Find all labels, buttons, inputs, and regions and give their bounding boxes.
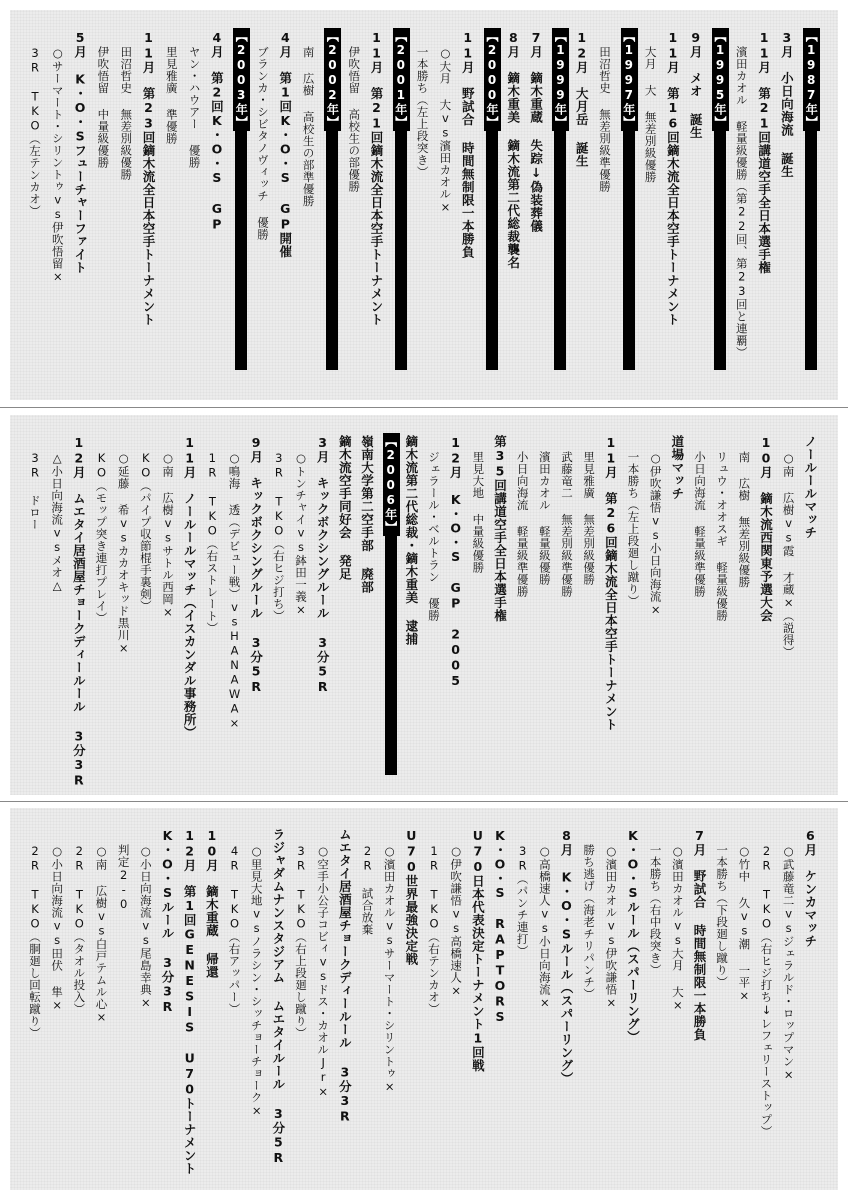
event-detail: ○伊吹謙悟vs高橋速人× (449, 844, 464, 998)
event-detail: 一本勝ち（右中段突き） (648, 844, 663, 976)
event-detail: 里見雅廣 無差別級優勝 (582, 451, 597, 586)
event-detail: ジェラール・ベルトラン 優勝 (427, 451, 441, 622)
event-detail: 2R 試合放棄 (360, 844, 375, 936)
event-heading: 嶺南大学第二空手部 廃部 (359, 435, 375, 594)
year-bar (805, 130, 817, 370)
event-detail: ○武藤竜二vsジェラルド・ロップマン× (781, 844, 796, 1082)
timeline-panel-2007 (10, 808, 838, 1190)
event-detail: 南 広樹 高校生の部準優勝 (301, 46, 316, 207)
event-heading: 鏑木流第二代総裁・鏑木重美 逮捕 (403, 435, 419, 646)
event-detail: 4R TKO（右アッパー） (227, 844, 242, 1015)
timeline-panel-1987-2003 (10, 10, 838, 400)
event-detail: KO（モップ突き連打プレイ） (94, 451, 109, 624)
event-heading: 5月 K・O・Sフューチャーファイト (72, 30, 88, 274)
event-heading: 9月 メオ 誕生 (688, 30, 704, 139)
year-bar (235, 130, 247, 370)
event-detail: 2R TKO（胴廻し回転蹴り） (28, 844, 42, 1039)
event-heading: 11月 第16回鏑木流全日本空手トーナメント (665, 30, 681, 326)
event-detail: 里見雅廣 準優勝 (164, 46, 179, 145)
year-marker: 【2002年】 (325, 30, 340, 129)
event-detail: 3R ドロー (28, 451, 42, 531)
year-marker: 【2000年】 (485, 30, 499, 129)
event-detail: ○小日向海流vs田伏 隼× (50, 844, 65, 1013)
event-detail: 一本勝ち（左上段突き） (415, 46, 430, 178)
event-detail: ○小日向海流vs尾島幸典× (138, 844, 153, 1010)
event-detail: 里見大地 中量級優勝 (471, 451, 486, 574)
year-bar (486, 130, 498, 370)
event-detail: 3R TKO（左テンカオ） (28, 46, 42, 217)
event-detail: ○トンチャイvs鉢田一義× (294, 451, 308, 617)
event-detail: ヤン・ハウアー 優勝 (187, 46, 202, 169)
event-detail: ○伊吹謙悟vs小日向海流× (648, 451, 663, 617)
event-heading: 3月 キックボクシングルール 3分5R (315, 435, 331, 695)
event-heading: 3月 小日向海流 誕生 (779, 30, 795, 178)
event-detail: ○南 広樹vs白戸テムル心× (94, 844, 109, 1025)
event-detail: ○南 広樹vsサトル西岡× (161, 451, 175, 620)
event-detail: 1R TKO（右ストレート） (205, 451, 220, 634)
event-detail: 大月 大 無差別級優勝 (643, 46, 658, 183)
event-heading: ムエタイ居酒屋チョークディールール 3分3R (337, 828, 353, 1124)
year-marker: 【2006年】 (383, 435, 398, 534)
event-detail: 田沼哲史 無差別級優勝 (119, 46, 134, 181)
event-heading: 6月 ケンカマッチ (802, 828, 818, 948)
event-heading: 11月 第26回鏑木流全日本空手トーナメント (603, 435, 619, 731)
event-heading: 12月 K・O・S GP 2005 (448, 435, 464, 689)
event-heading: K・O・S RAPTORS (492, 828, 508, 1025)
event-detail: 伊吹悟留 高校生の部優勝 (347, 46, 362, 193)
year-bar (714, 130, 726, 370)
event-detail: KO（パイプ収節棍手裏剣） (138, 451, 153, 612)
event-heading: 7月 鏑木重蔵 失踪↓偽装葬儀 (528, 30, 544, 233)
event-detail: △小日向海流vsメオ△ (50, 451, 65, 593)
event-detail: ○鳴海 透（デビュー戦）vsHANAWA× (227, 451, 242, 731)
year-bar (385, 535, 397, 775)
event-detail: ○南 広樹vs霞 才蔵×（説得） (781, 451, 796, 658)
event-detail: ○濱田カオルvs大月 大× (670, 844, 685, 1013)
event-detail: 小日向海流 軽量級準優勝 (515, 451, 530, 598)
event-detail: 3R TKO（右上段廻し蹴り） (294, 844, 308, 1039)
event-heading: 11月 第23回鏑木流全日本空手トーナメント (141, 30, 156, 326)
event-heading: 12月 ムエタイ居酒屋チョークディールール 3分3R (71, 435, 87, 788)
panel-divider (0, 407, 848, 408)
event-heading: 第35回講道空手全日本選手権 (492, 435, 508, 622)
event-heading: 4月 第1回K・O・S GP開催 (277, 30, 293, 258)
event-detail: 武藤竜二 無差別級準優勝 (560, 451, 574, 598)
event-heading: 11月 ノールールマッチ（イスカンダル事務所） (182, 435, 198, 739)
event-detail: 伊吹悟留 中量級優勝 (96, 46, 111, 169)
event-detail: 勝ち逃げ（海老チリパンチ） (582, 844, 597, 1000)
event-heading: 7月 野試合 時間無制限一本勝負 (692, 828, 707, 1041)
event-detail: リュウ・オオスギ 軽量級優勝 (715, 451, 730, 622)
event-heading: 4月 第2回K・O・S GP (209, 30, 225, 232)
event-detail: 3R（パンチ連打） (515, 844, 530, 957)
event-heading: 11月 第21回鏑木流全日本空手トーナメント (369, 30, 384, 326)
event-detail: 判定2-0 (116, 844, 131, 912)
timeline-panel-2004-2006 (10, 415, 838, 795)
year-marker: 【1987年】 (804, 30, 819, 129)
event-detail: ○濱田カオルvs伊吹謙悟× (604, 844, 619, 1010)
year-bar (623, 130, 635, 370)
event-heading: 道場マッチ (669, 435, 685, 500)
event-detail: 小日向海流 軽量級準優勝 (693, 451, 707, 598)
event-detail: ブランカ・シビタノヴィッチ 優勝 (256, 46, 270, 241)
event-heading: ラジャダムナンスタジアム ムエタイルール 3分5R (270, 828, 286, 1166)
event-heading: 11月 野試合 時間無制限一本勝負 (460, 30, 476, 259)
event-detail: 田沼哲史 無差別級準優勝 (598, 46, 612, 193)
event-detail: ○サーマート・シリントゥvs伊吹悟留× (50, 46, 65, 284)
event-heading: 11月 第21回講道空手全日本選手権 (756, 30, 772, 274)
year-marker: 【1997年】 (621, 30, 636, 129)
event-detail: ○里見大地vsノラシン・シッチョーチョーク× (249, 844, 264, 1118)
event-heading: ノールールマッチ (802, 435, 818, 539)
event-detail: 3R TKO（右ヒジ打ち） (271, 451, 286, 622)
year-marker: 【1995年】 (713, 30, 727, 129)
event-detail: 南 広樹 無差別級優勝 (737, 451, 752, 588)
year-bar (554, 130, 566, 370)
event-detail: ○延藤 希vsカカオキッド黒川× (116, 451, 131, 656)
event-heading: 9月 キックボクシングルール 3分5R (248, 435, 264, 695)
event-detail: 一本勝ち（左上段廻し蹴り） (626, 451, 641, 607)
event-detail: 2R TKO（タオル投入） (72, 844, 87, 1015)
event-detail: ○濱田カオルvsサーマート・シリントゥ× (382, 844, 397, 1094)
event-detail: ○高橋速人vs小日向海流× (537, 844, 552, 1010)
event-heading: 12月 第1回GENESIS U70トーナメント (182, 828, 198, 1175)
event-heading: K・O・Sルール 3分3R (160, 828, 175, 1015)
panel-divider (0, 801, 848, 802)
event-heading: 8月 鏑木重美 鏑木流第二代総裁襲名 (505, 30, 521, 269)
event-heading: 10月 鏑木重蔵 帰還 (204, 828, 220, 979)
year-bar (395, 130, 407, 370)
event-detail: 濱田カオル 軽量級優勝（第22回、第23回と連覇） (734, 46, 749, 359)
year-marker: 【2001年】 (393, 30, 408, 129)
event-detail: ○大月 大vs濱田カオル× (438, 46, 453, 215)
event-detail: 一本勝ち（下段廻し蹴り） (715, 844, 730, 988)
year-marker: 【2003年】 (234, 30, 249, 129)
event-detail: ○空手小公子コビィvsドス・カオルJr× (316, 844, 331, 1099)
event-heading: U70世界最強決定戦 (403, 828, 419, 966)
event-heading: 12月 大月岳 誕生 (574, 30, 590, 168)
event-heading: 8月 K・O・Sルール（スパーリング） (559, 828, 574, 1085)
year-marker: 【1999年】 (553, 30, 568, 129)
event-detail: ○竹中 久vs潮 一平× (737, 844, 752, 1003)
event-detail: 2R TKO（右ヒジ打ち↓レフェリーストップ） (759, 844, 774, 1138)
event-heading: 鏑木流空手同好会 発足 (337, 435, 353, 581)
event-heading: U70日本代表決定トーナメント1回戦 (470, 828, 486, 1072)
event-heading: 10月 鏑木流西関東予選大会 (758, 435, 774, 622)
event-detail: 1R TKO（右テンカオ） (427, 844, 441, 1015)
event-heading: K・O・Sルール（スパーリング） (625, 828, 641, 1044)
event-detail: 濱田カオル 軽量級優勝 (537, 451, 552, 586)
year-bar (326, 130, 338, 370)
